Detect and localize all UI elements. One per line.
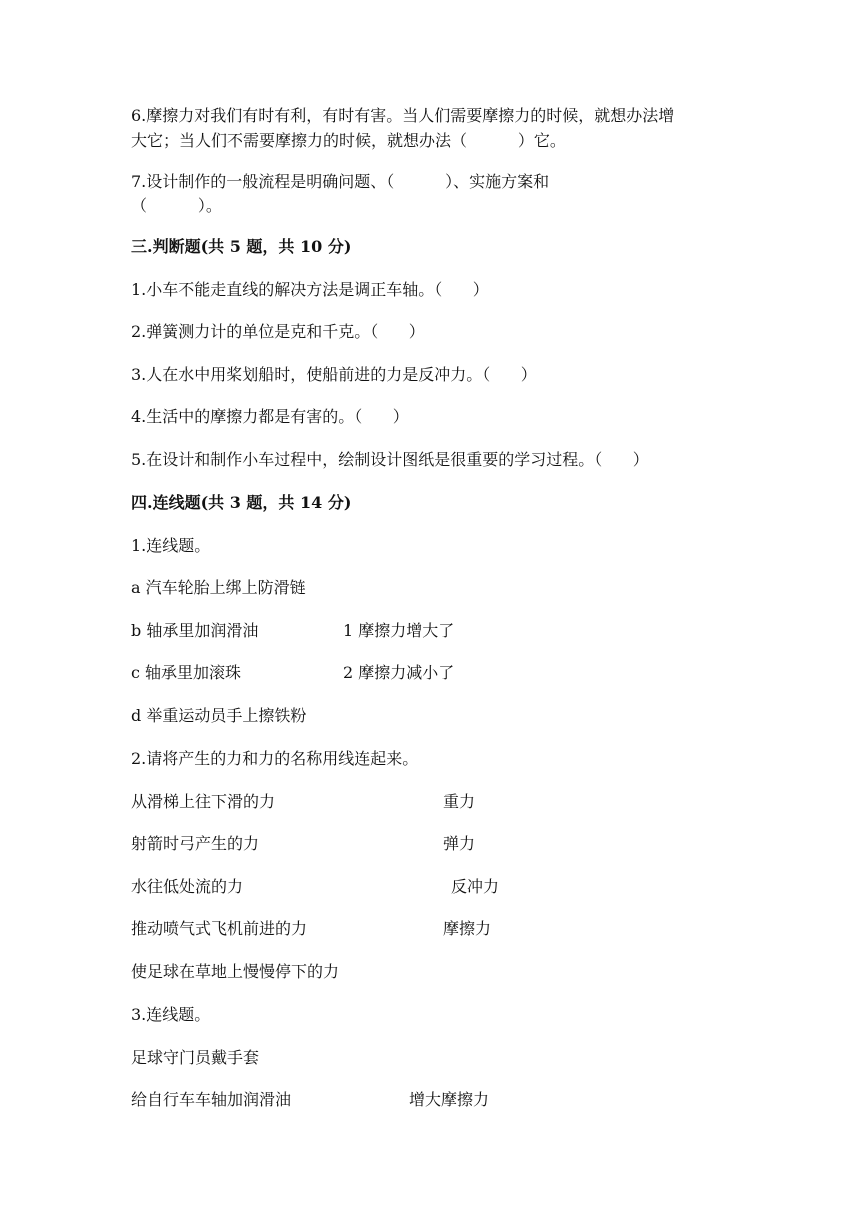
section-4-heading: 四.连线题(共 3 题，共 14 分) [131, 493, 352, 512]
fill-in-question-6-line-2: 大它；当人们不需要摩擦力的时候，就想办法（ ）它。 [131, 131, 566, 150]
judge-question-1: 1.小车不能走直线的解决方法是调正车轴。（ ） [131, 280, 489, 299]
match-2-left-1: 从滑梯上往下滑的力 [131, 792, 276, 811]
section-3-heading: 三.判断题(共 5 题，共 10 分) [131, 237, 352, 256]
match-2-right-1: 重力 [443, 792, 476, 811]
fill-in-question-7-line-1: 7.设计制作的一般流程是明确问题、（ ）、实施方案和 [131, 172, 550, 191]
match-1-left-d: d 举重运动员手上擦铁粉 [131, 706, 307, 725]
match-2-right-3: 反冲力 [451, 877, 500, 896]
match-2-left-5: 使足球在草地上慢慢停下的力 [131, 962, 340, 981]
judge-question-4: 4.生活中的摩擦力都是有害的。（ ） [131, 407, 409, 426]
match-question-1-prompt: 1.连线题。 [131, 536, 211, 555]
match-2-right-2: 弹力 [443, 834, 476, 853]
match-3-left-1: 足球守门员戴手套 [131, 1048, 260, 1067]
match-question-3-prompt: 3.连线题。 [131, 1005, 211, 1024]
match-1-left-c: c 轴承里加滚珠 [131, 663, 242, 682]
judge-question-5: 5.在设计和制作小车过程中，绘制设计图纸是很重要的学习过程。（ ） [131, 450, 649, 469]
match-2-left-2: 射箭时弓产生的力 [131, 834, 260, 853]
match-1-right-1: 1 摩擦力增大了 [343, 621, 455, 640]
match-3-left-2: 给自行车车轴加润滑油 [131, 1090, 292, 1109]
match-1-left-a: a 汽车轮胎上绑上防滑链 [131, 578, 306, 597]
judge-question-2: 2.弹簧测力计的单位是克和千克。（ ） [131, 322, 425, 341]
fill-in-question-7-line-2: （ ）。 [131, 196, 222, 215]
match-2-left-3: 水往低处流的力 [131, 877, 244, 896]
match-2-right-4: 摩擦力 [443, 919, 492, 938]
match-1-left-b: b 轴承里加润滑油 [131, 621, 259, 640]
match-1-right-2: 2 摩擦力减小了 [343, 663, 455, 682]
match-question-2-prompt: 2.请将产生的力和力的名称用线连起来。 [131, 749, 419, 768]
match-3-right-1: 增大摩擦力 [409, 1090, 490, 1109]
fill-in-question-6-line-1: 6.摩擦力对我们有时有利，有时有害。当人们需要摩擦力的时候，就想办法增 [131, 106, 675, 125]
match-2-left-4: 推动喷气式飞机前进的力 [131, 919, 308, 938]
judge-question-3: 3.人在水中用桨划船时，使船前进的力是反冲力。（ ） [131, 365, 537, 384]
